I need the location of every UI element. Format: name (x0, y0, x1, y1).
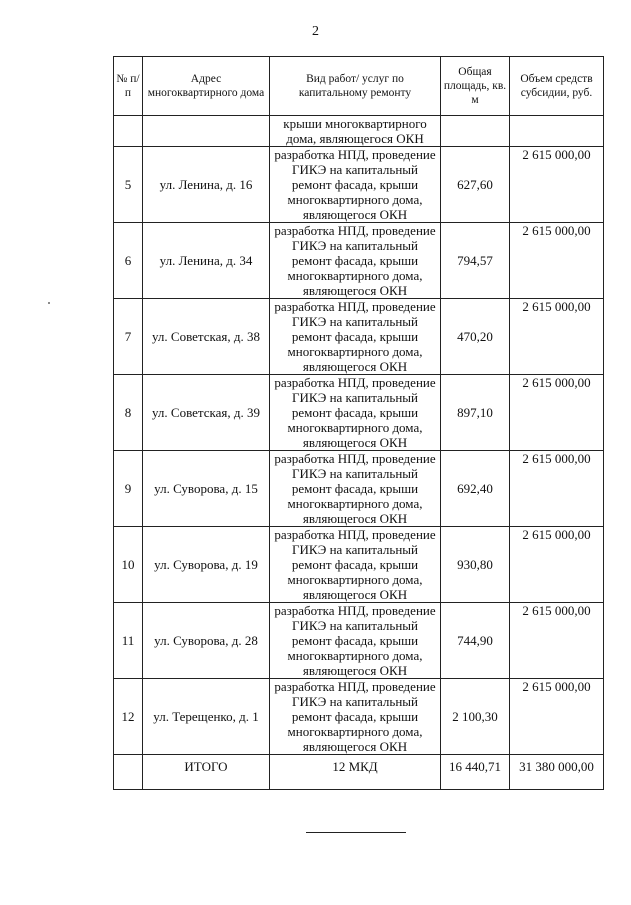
continuation-row (114, 116, 604, 147)
cell-work: разработка НПД, проведение ГИКЭ на капитальный ремонт фасада, крыши многоквартирного дома, являющегося ОКН (270, 223, 441, 299)
cell-address: ул. Суворова, д. 19 (143, 527, 270, 603)
cell-subsidy: 2 615 000,00 (510, 147, 604, 223)
cell-work: разработка НПД, проведение ГИКЭ на капитальный ремонт фасада, крыши многоквартирного дома, являющегося ОКН (270, 451, 441, 527)
table-row (114, 603, 604, 679)
table-row (114, 451, 604, 527)
cell-num: 7 (114, 299, 143, 375)
total-area: 16 440,71 (441, 755, 510, 790)
header-subsidy: Объем средств субсидии, руб. (510, 57, 604, 116)
cell-area: 692,40 (441, 451, 510, 527)
cell-address: ул. Суворова, д. 15 (143, 451, 270, 527)
table-row (114, 527, 604, 603)
cell-area (441, 116, 510, 147)
page-number: 2 (312, 24, 319, 39)
cell-subsidy: 2 615 000,00 (510, 451, 604, 527)
cell-num: 12 (114, 679, 143, 755)
table-row (114, 299, 604, 375)
cell-address: ул. Ленина, д. 34 (143, 223, 270, 299)
cell-subsidy (510, 116, 604, 147)
cell-num (114, 116, 143, 147)
cell-work: крыши многоквартирного дома, являющегося ОКН (270, 116, 441, 147)
cell-area: 897,10 (441, 375, 510, 451)
cell-address: ул. Советская, д. 39 (143, 375, 270, 451)
table-row (114, 147, 604, 223)
total-count: 12 МКД (270, 755, 441, 790)
cell-subsidy: 2 615 000,00 (510, 375, 604, 451)
footer-rule (306, 832, 406, 833)
header-address: Адрес многоквартирного дома (143, 57, 270, 116)
cell-area: 794,57 (441, 223, 510, 299)
cell-work: разработка НПД, проведение ГИКЭ на капитальный ремонт фасада, крыши многоквартирного дома, являющегося ОКН (270, 147, 441, 223)
table-row (114, 375, 604, 451)
cell-num: 6 (114, 223, 143, 299)
header-num: № п/п (114, 57, 143, 116)
capital-repair-table (113, 56, 604, 790)
scan-speck (48, 302, 50, 304)
cell-address: ул. Советская, д. 38 (143, 299, 270, 375)
cell-area: 744,90 (441, 603, 510, 679)
cell-area: 930,80 (441, 527, 510, 603)
cell-subsidy: 2 615 000,00 (510, 527, 604, 603)
cell-work: разработка НПД, проведение ГИКЭ на капитальный ремонт фасада, крыши многоквартирного дома, являющегося ОКН (270, 375, 441, 451)
cell-num: 10 (114, 527, 143, 603)
cell-subsidy: 2 615 000,00 (510, 679, 604, 755)
header-area: Общая площадь, кв. м (441, 57, 510, 116)
cell-work: разработка НПД, проведение ГИКЭ на капитальный ремонт фасада, крыши многоквартирного дома, являющегося ОКН (270, 299, 441, 375)
cell-area: 627,60 (441, 147, 510, 223)
cell-area: 470,20 (441, 299, 510, 375)
cell-address: ул. Суворова, д. 28 (143, 603, 270, 679)
cell-address: ул. Ленина, д. 16 (143, 147, 270, 223)
cell-subsidy: 2 615 000,00 (510, 299, 604, 375)
cell-subsidy: 2 615 000,00 (510, 223, 604, 299)
cell-work: разработка НПД, проведение ГИКЭ на капитальный ремонт фасада, крыши многоквартирного дома, являющегося ОКН (270, 527, 441, 603)
cell-num: 9 (114, 451, 143, 527)
table-row (114, 679, 604, 755)
cell-num: 5 (114, 147, 143, 223)
cell-address (143, 116, 270, 147)
table-row (114, 223, 604, 299)
cell-work: разработка НПД, проведение ГИКЭ на капитальный ремонт фасада, крыши многоквартирного дома, являющегося ОКН (270, 679, 441, 755)
table-header-row (114, 57, 604, 116)
total-num-cell (114, 755, 143, 790)
cell-address: ул. Терещенко, д. 1 (143, 679, 270, 755)
cell-work: разработка НПД, проведение ГИКЭ на капитальный ремонт фасада, крыши многоквартирного дома, являющегося ОКН (270, 603, 441, 679)
cell-num: 11 (114, 603, 143, 679)
cell-area: 2 100,30 (441, 679, 510, 755)
cell-num: 8 (114, 375, 143, 451)
total-label: ИТОГО (143, 755, 270, 790)
header-work: Вид работ/ услуг по капитальному ремонту (270, 57, 441, 116)
total-row (114, 755, 604, 790)
total-subsidy: 31 380 000,00 (510, 755, 604, 790)
cell-subsidy: 2 615 000,00 (510, 603, 604, 679)
